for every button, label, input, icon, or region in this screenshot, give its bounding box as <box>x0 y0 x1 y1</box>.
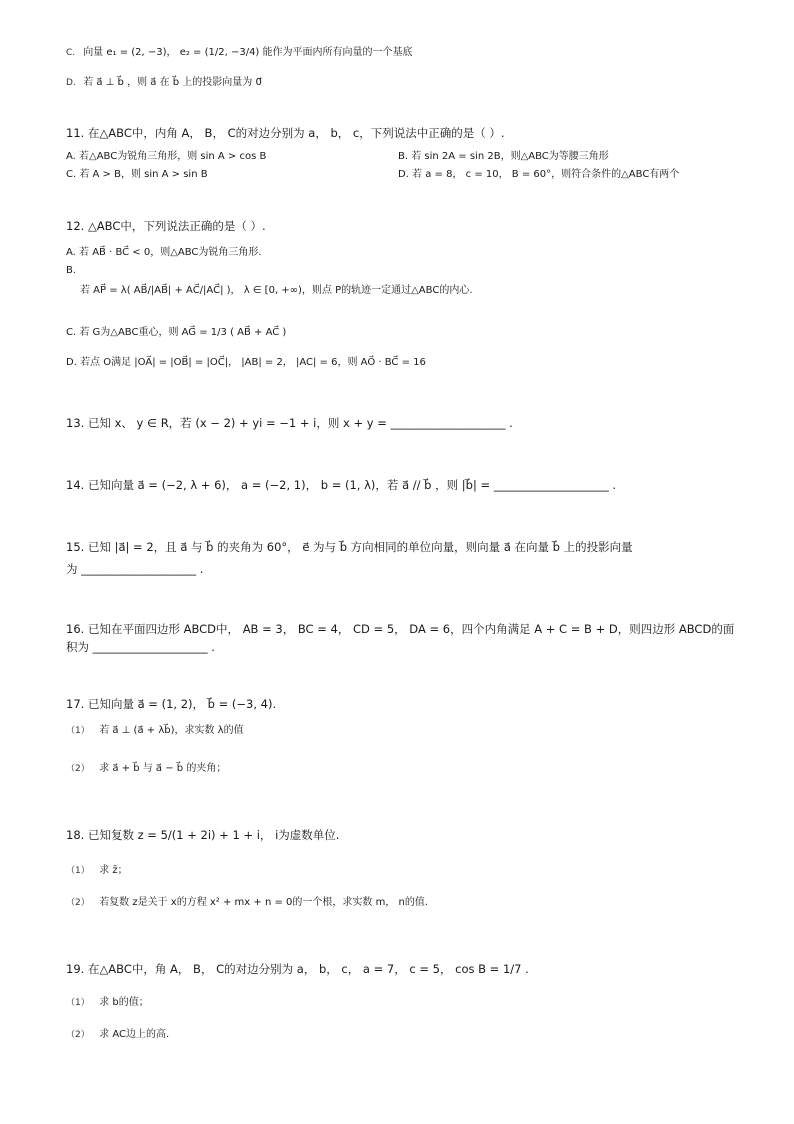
q11-option-d: D. 若 a = 8， c = 10， B = 60°，则符合条件的△ABC有两个 <box>398 169 680 180</box>
part-label: （1） <box>66 866 90 876</box>
question-16-line-1: 16. 已知在平面四边形 ABCD中， AB = 3， BC = 4， CD = 5， DA = 6，四个内角满足 A + C = B + D，则四边形 ABCD的面 <box>66 622 735 636</box>
q12-option-b: 若 AP⃗ = λ( AB⃗/|AB⃗| + AC⃗/|AC⃗| )， λ ∈ [0, +∞)，则点 P的轨迹一定通过△ABC的内心. <box>80 285 473 296</box>
q18-part-1 <box>66 864 128 878</box>
q11-option-b: B. 若 sin 2A = sin 2B，则△ABC为等腰三角形 <box>398 151 609 162</box>
part-text: 求 b的值； <box>99 997 149 1008</box>
q17-part-2 <box>66 762 226 776</box>
part-text: 若复数 z是关于 x的方程 x² + mx + n = 0的一个根，求实数 m， n的值. <box>99 897 429 908</box>
question-11: 11. 在△ABC中，内角 A， B， C的对边分别为 a， b， c，下列说法中正确的是（ ）. <box>66 126 505 140</box>
option-label: D. <box>66 78 76 88</box>
q19-part-1 <box>66 996 149 1010</box>
option-c <box>66 46 413 60</box>
option-label: C. <box>66 48 76 58</box>
part-text: 求 z̄； <box>99 865 128 876</box>
question-15-line-1: 15. 已知 |a⃗| = 2，且 a⃗ 与 b⃗ 的夹角为 60°， e⃗ 为与 b⃗ 方向相同的单位向量，则向量 a⃗ 在向量 b⃗ 上的投影向量 <box>66 540 633 554</box>
q11-option-a: A. 若△ABC为锐角三角形，则 sin A > cos B <box>66 151 267 162</box>
question-19: 19. 在△ABC中，角 A， B， C的对边分别为 a， b， c， a = 7， c = 5， cos B = 1/7 . <box>66 962 529 976</box>
q12-option-a: A. 若 AB⃗ · BC⃗ < 0，则△ABC为锐角三角形. <box>66 247 262 258</box>
q17-part-1 <box>66 724 244 738</box>
option-text: 向量 e₁ = (2, −3)， e₂ = (1/2, −3/4) 能作为平面内所有向量的一个基底 <box>83 47 413 58</box>
q19-part-2 <box>66 1028 169 1042</box>
part-label: （1） <box>66 998 90 1008</box>
question-17: 17. 已知向量 a⃗ = (1, 2)， b⃗ = (−3, 4). <box>66 697 277 711</box>
part-label: （1） <box>66 726 90 736</box>
part-text: 若 a⃗ ⊥ (a⃗ + λb⃗)，求实数 λ的值 <box>99 725 244 736</box>
q12-option-b-label: B. <box>66 265 77 276</box>
option-d <box>66 76 262 90</box>
question-15-line-2: 为 ____________________ . <box>66 562 204 576</box>
q12-option-d: D. 若点 O满足 |OA⃗| = |OB⃗| = |OC⃗|， |AB| = 2， |AC| = 6，则 AO⃗ · BC⃗ = 16 <box>66 357 426 368</box>
q12-option-c: C. 若 G为△ABC重心，则 AG⃗ = 1/3 ( AB⃗ + AC⃗ ) <box>66 327 287 338</box>
question-14: 14. 已知向量 a⃗ = (−2, λ + 6)， a = (−2, 1)， b = (1, λ)，若 a⃗ // b⃗ ，则 |b⃗| = ____________________ . <box>66 478 617 492</box>
part-text: 求 a⃗ + b⃗ 与 a⃗ − b⃗ 的夹角； <box>99 763 227 774</box>
option-text: 若 a⃗ ⊥ b⃗ ，则 a⃗ 在 b⃗ 上的投影向量为 0⃗ <box>83 77 262 88</box>
part-text: 求 AC边上的高. <box>99 1029 170 1040</box>
question-13: 13. 已知 x、 y ∈ R，若 (x − 2) + yi = −1 + i，则 x + y = ____________________ . <box>66 416 513 430</box>
question-16-line-2: 积为 ____________________ . <box>66 640 215 654</box>
question-12: 12. △ABC中，下列说法正确的是（ ）. <box>66 219 266 233</box>
part-label: （2） <box>66 1030 90 1040</box>
part-label: （2） <box>66 764 90 774</box>
q11-option-c: C. 若 A > B，则 sin A > sin B <box>66 169 208 180</box>
question-18: 18. 已知复数 z = 5/(1 + 2i) + 1 + i， i为虚数单位. <box>66 828 340 842</box>
part-label: （2） <box>66 898 90 908</box>
q18-part-2 <box>66 896 428 910</box>
